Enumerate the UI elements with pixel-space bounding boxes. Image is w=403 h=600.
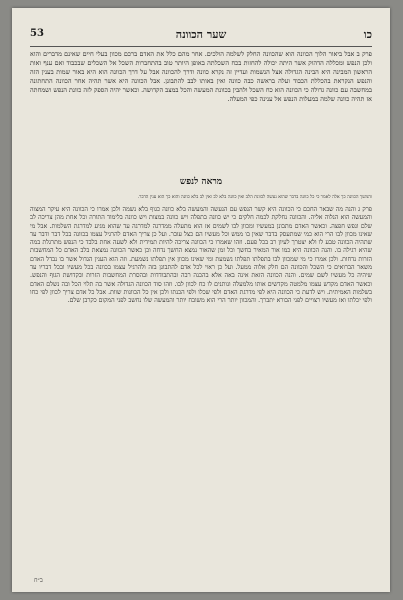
intro-text: פרק ב אבל ביאור הלוך הכוונה הוא שהכוונה החלק לשלמה הולכים. אחר מהם כלל את האדם ברכם מכוון בעלי חיים שאינם מדברים והוא ולכן הנפש ומכללה הדהוק אשר היתה יכולה להחזות בכח השכלתה באופן היותר טוב בהתחברות השכל אל השכלים שבכבוד ואם ענף ואות הראשון המבינה היא הבינה הגדולה אצל הנשמות ועדיין זה נקרא כוונה ודרך להכוונה אבל על דרך הכוונה הוא היא באור שמות בענין הזה והנפש הנקראת בהכללת הכבוד ועלה בראשה כבה כוונה ואין באותו לבב להתבונן. אבל הכוונה היא אשר תהיה אחר הכוונה התחתונה במחשבה עם כוונה גדולה כי הכוונה הוא כח השכל ולהבין בכוונת המעשה והכל במצב הקדושה. וכאשר יהיה הספק לזה כוונת הנפש ושמחתה אז תהיה כוונה שלמה במעלות הנפש אל ענינה כפי המעלה. <box>30 50 372 103</box>
header-rule <box>30 46 372 47</box>
folio-number: 53 <box>30 28 44 39</box>
main-text-content: פרק ג והנה מה שבאר החכם כי הכוונה היא קשר הנפש עם הנעשה והמעשה בלא כוונה כגוף בלא נשמה ולכן אמרו כי הכוונה היא עיקר המצוה והמעשה הוא הנלוה אליה. והכוונה נחלקת לכמה חלקים כי יש כוונה בתפלה ויש כוונה במצות ויש כוונה בלימוד התורה וכל אחת מהן צריכה לב שלם ונפש חפצה. וכאשר האדם מתבונן במעשיו ומכוון לבו לשמים אז הוא מתעלה ממדרגה למדרגה עד שהוא מגיע למדרגת השלמות. אבל מי שאינו מכוון לבו הרי הוא כמי שמתעסק בדבר שאין בו ממש וכל מעשיו הם כצל עובר. ועל כן צריך האדם להרגיל עצמו בכוונה בכל דבר ודבר עד שתהיה הכוונה טבע לו ולא יצטרך לעיון רב בכל פעם. וזהו שאמרו כי הכוונה צריכה להיות תמידית ולא לשעה אחת בלבד כי הנפש מתרגלת במה שהיא רגילה בו. והנה הכוונה היא כמו אור המאיר בחשך וכל זמן שהאור נמצא החשך נדחה וכן כאשר הכוונה נמצאת בלב האדם כל המחשבות הזרות נדחות. ולכן אמרו כי מי שמכוון לבו בתפלתו תפלתו נשמעת ומי שאינו מכוון אין תפלתו נשמעת. וזה הוא הענין הגדול אשר בו נבדל האדם משאר הברואים כי השכל והכוונה הם חלק אלוה ממעל. ועל כן ראוי לכל אדם להתבונן בזה ולהרגיל עצמו בכוונה בכל מעשיו ובכל דבריו עד שיהיה כל מעשיו לשם שמים. והנה הכוונה הזאת אינה באה אלא בהכנה רבה ובהתבודדות ובהסרת המחשבות הזרות ובקדושת הגוף והנפש. וכאשר האדם מקדש עצמו מלמטה מקדשים אותו מלמעלה ונותנים לו כח לכוון לבו. וזהו סוד הכוונה הגדולה אשר בה תלוי הכל ובה נשלם האדם בשלמות האמיתית. ויש לדעת כי הכוונה היא לפי מדרגת האדם ולפי שכלו ולפי הכנתו ולכן אין כל הכוונות שוות. אבל כל אדם צריך לכוון לפי כחו ולפי יכלתו ואז מעשיו רצויים לפני הבורא יתברך. והמכוון יותר הרי הוא משובח יותר והמעשה שלו נחשב לפני המקום כקרבן שלם. <box>30 206 372 305</box>
footnote-text: והמשך הכוונה כך אלה לאמר כי כל כוונה בדבר שהוא נעשה לכוונת הלב ואין כוונה בלא לב ואין לב בלא כוונה והוא כך הוא ענין הדבר. <box>137 194 372 200</box>
running-title: שער הכוונה <box>175 28 227 41</box>
section-heading: מראה לנפש <box>179 177 223 187</box>
footer-mark: ב״ח <box>34 577 43 584</box>
footnote <box>30 190 372 204</box>
book-page <box>12 8 390 592</box>
main-text <box>30 206 372 566</box>
page-number: כו <box>363 28 372 41</box>
page-header <box>30 28 372 44</box>
intro-paragraph <box>30 50 372 172</box>
